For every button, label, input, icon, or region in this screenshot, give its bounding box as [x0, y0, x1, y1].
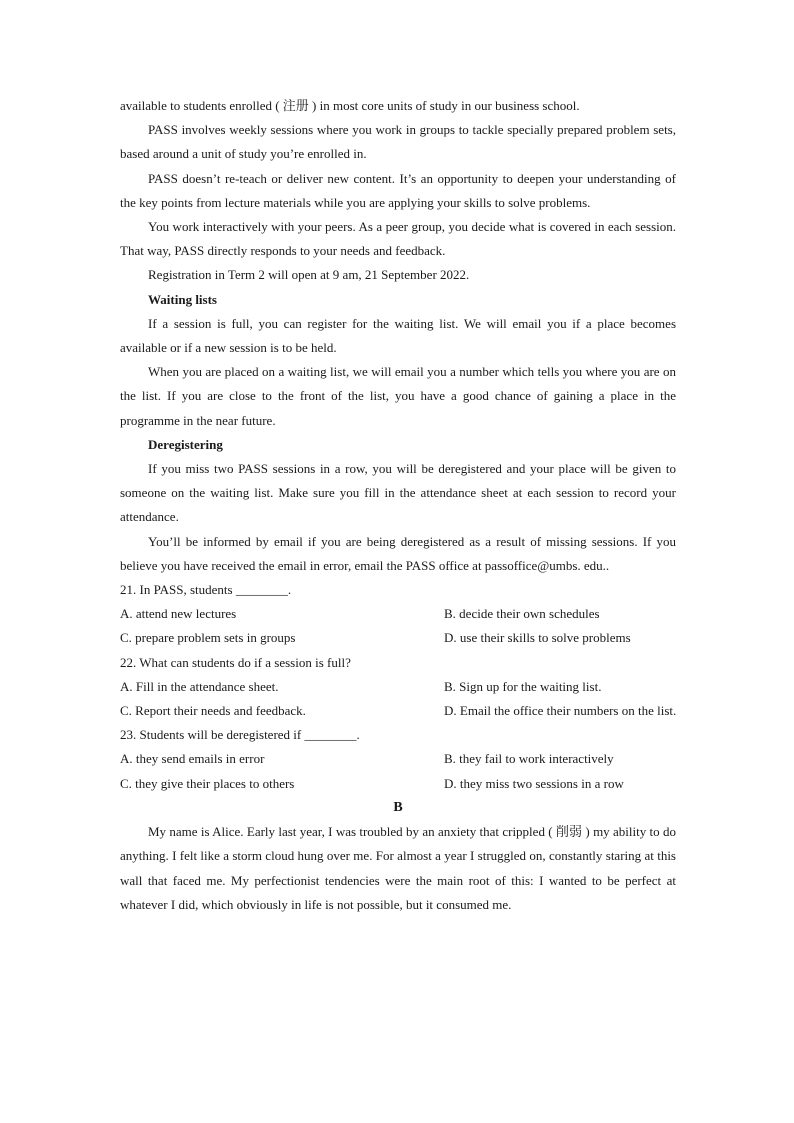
question-22-option-d: D. Email the office their numbers on the list.	[444, 703, 677, 719]
question-23-option-c: C. they give their places to others	[120, 775, 295, 791]
question-21-stem: 21. In PASS, students ________.	[120, 582, 292, 598]
question-21-option-b: B. decide their own schedules	[444, 606, 600, 622]
dereg-paragraph-1: If you miss two PASS sessions in a row, you will be deregistered and your place will be given to someone on the waiting list. Make sure you fill in the attendance sheet at each session to record your attendance.	[120, 461, 676, 525]
question-23-option-a: A. they send emails in error	[120, 751, 265, 767]
passage-a-paragraph-2: PASS involves weekly sessions where you work in groups to tackle specially prepared problem sets, based around a unit of study you’re enrolled in.	[120, 122, 676, 162]
waiting-paragraph-1: If a session is full, you can register for the waiting list. We will email you if a place becomes available or if a new session is to be held.	[120, 315, 676, 356]
question-21-option-a: A. attend new lectures	[120, 606, 237, 622]
question-21-option-d: D. use their skills to solve problems	[444, 630, 631, 646]
passage-a-paragraph-5: Registration in Term 2 will open at 9 am, 21 September 2022.	[148, 267, 470, 283]
question-21-options	[120, 602, 676, 650]
deregistering-heading: Deregistering	[148, 436, 223, 452]
section-b-paragraph-1: My name is Alice. Early last year, I was troubled by an anxiety that crippled ( 削弱 ) my ability to do anything. I felt like a storm cloud hung over me. For almost a year I struggled on, constantly staring at this wall that faced me. My perfectionist tendencies were the main root of this: I wanted to be perfect at whatever I did, which obviously in life is not possible, but it consumed me.	[120, 824, 676, 912]
question-23-option-b: B. they fail to work interactively	[444, 751, 614, 767]
question-22-stem: 22. What can students do if a session is full?	[120, 654, 351, 670]
dereg-paragraph-2: You’ll be informed by email if you are being deregistered as a result of missing sessions. If you believe you have received the email in error, email the PASS office at passoffice@umbs. edu..	[120, 533, 676, 573]
passage-a-paragraph-4: You work interactively with your peers. As a peer group, you decide what is covered in each session. That way, PASS directly responds to your needs and feedback.	[120, 219, 676, 259]
waiting-lists-heading: Waiting lists	[148, 291, 217, 307]
waiting-paragraph-2: When you are placed on a waiting list, we will email you a number which tells you where you are on the list. If you are close to the front of the list, you have a good chance of gaining a place in the programme in the near future.	[120, 364, 676, 428]
question-23-option-d: D. they miss two sessions in a row	[444, 775, 624, 791]
question-23-stem: 23. Students will be deregistered if ________.	[120, 727, 360, 743]
section-b-heading: B	[393, 799, 403, 815]
question-23-options	[120, 747, 676, 795]
passage-a-paragraph-3: PASS doesn’t re-teach or deliver new content. It’s an opportunity to deepen your understanding of the key points from lecture materials while you are applying your skills to solve problems.	[120, 170, 676, 210]
question-22-option-a: A. Fill in the attendance sheet.	[120, 678, 279, 694]
document-page	[120, 94, 676, 917]
passage-a-paragraph-1: available to students enrolled ( 注册 ) in most core units of study in our business school.	[120, 98, 580, 113]
question-22-options	[120, 675, 676, 723]
question-22-option-c: C. Report their needs and feedback.	[120, 703, 306, 719]
question-22-option-b: B. Sign up for the waiting list.	[444, 678, 602, 694]
question-21-option-c: C. prepare problem sets in groups	[120, 630, 296, 646]
